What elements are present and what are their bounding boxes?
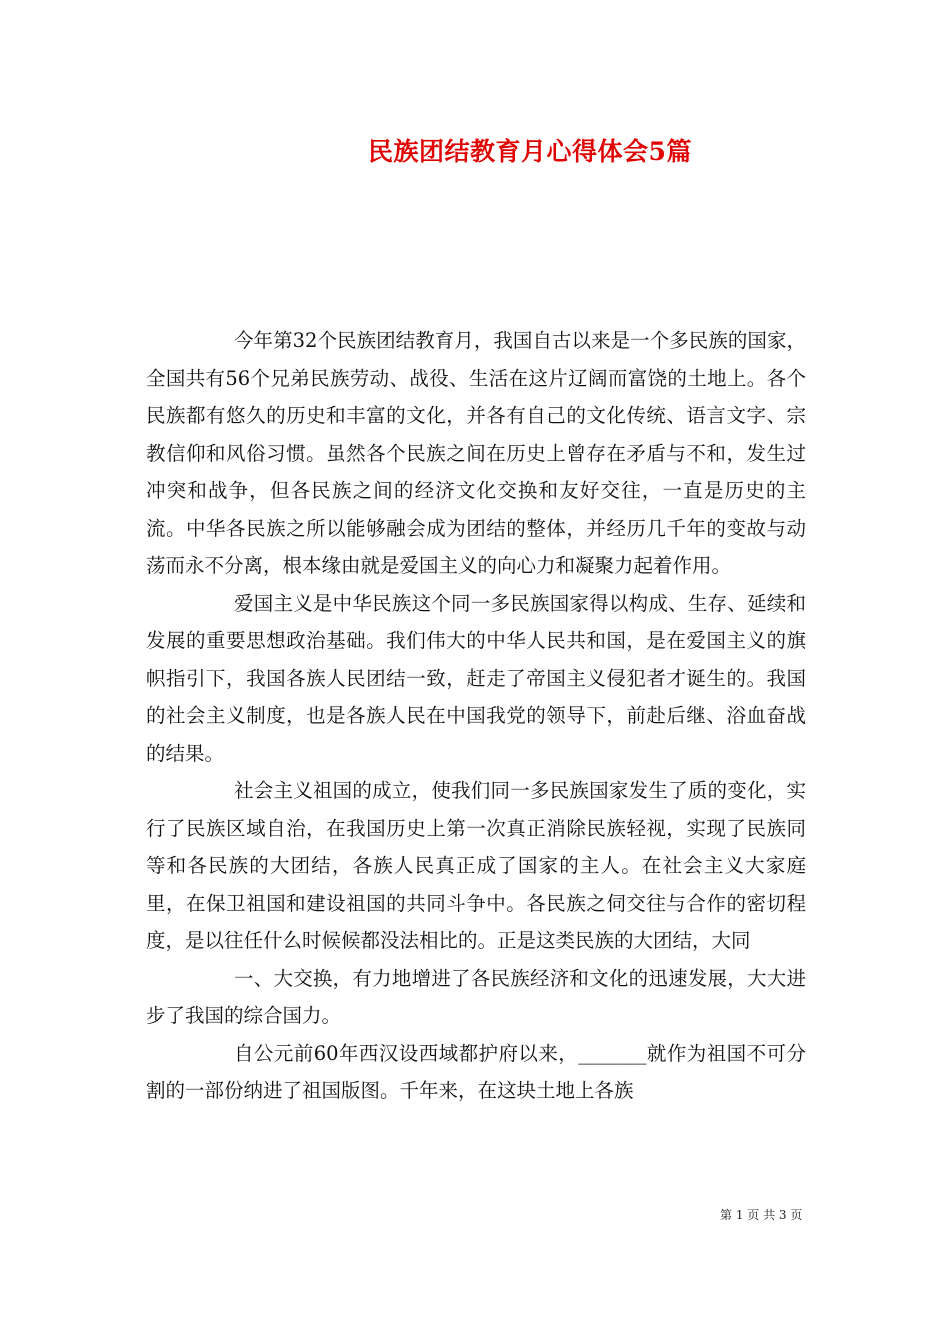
paragraph-3: 社会主义祖国的成立，使我们同一多民族国家发生了质的变化，实行了民族区域自治，在我国历史上第一次真正消除民族轻视，实现了民族同等和各民族的大团结，各族人民真正成了国家的主人。在社会主义大家庭里，在保卫祖国和建设祖国的共同斗争中。各民族之伺交往与合作的密切程度，是以往任什么时候候都没法相比的。正是这类民族的大团结，大同: [146, 779, 806, 952]
page-number-footer: 第 1 页 共 3 页: [720, 1208, 803, 1222]
paragraph-4: 一、大交换，有力地增进了各民族经济和文化的迅速发展，大大进步了我国的综合国力。: [146, 966, 806, 1027]
paragraph-2: 爱国主义是中华民族这个同一多民族国家得以构成、生存、延续和发展的重要思想政治基础。我们伟大的中华人民共和国，是在爱国主义的旗帜指引下，我国各族人民团结一致，赶走了帝国主义侵犯者才诞生的。我国的社会主义制度，也是各族人民在中国我党的领导下，前赴后继、浴血奋战的结果。: [146, 591, 806, 765]
document-title: 民族团结教育月心得体会5篇: [368, 137, 692, 166]
paragraph-5: 自公元前60年西汉设西域都护府以来，_______就作为祖国不可分割的一部份纳进了祖国版图。千年来，在这块土地上各族: [146, 1041, 806, 1102]
paragraph-1: 今年第32个民族团结教育月，我国自古以来是一个多民族的国家，全国共有56个兄弟民族劳动、战役、生活在这片辽阔而富饶的土地上。各个民族都有悠久的历史和丰富的文化，并各有自己的文化传统、语言文字、宗教信仰和风俗习惯。虽然各个民族之间在历史上曾存在矛盾与不和，发生过冲突和战争，但各民族之间的经济文化交换和友好交往，一直是历史的主流。中华各民族之所以能够融会成为团结的整体，并经历几千年的变故与动荡而永不分离，根本缘由就是爱国主义的向心力和凝聚力起着作用。: [146, 329, 806, 577]
document-body: [146, 322, 806, 1110]
